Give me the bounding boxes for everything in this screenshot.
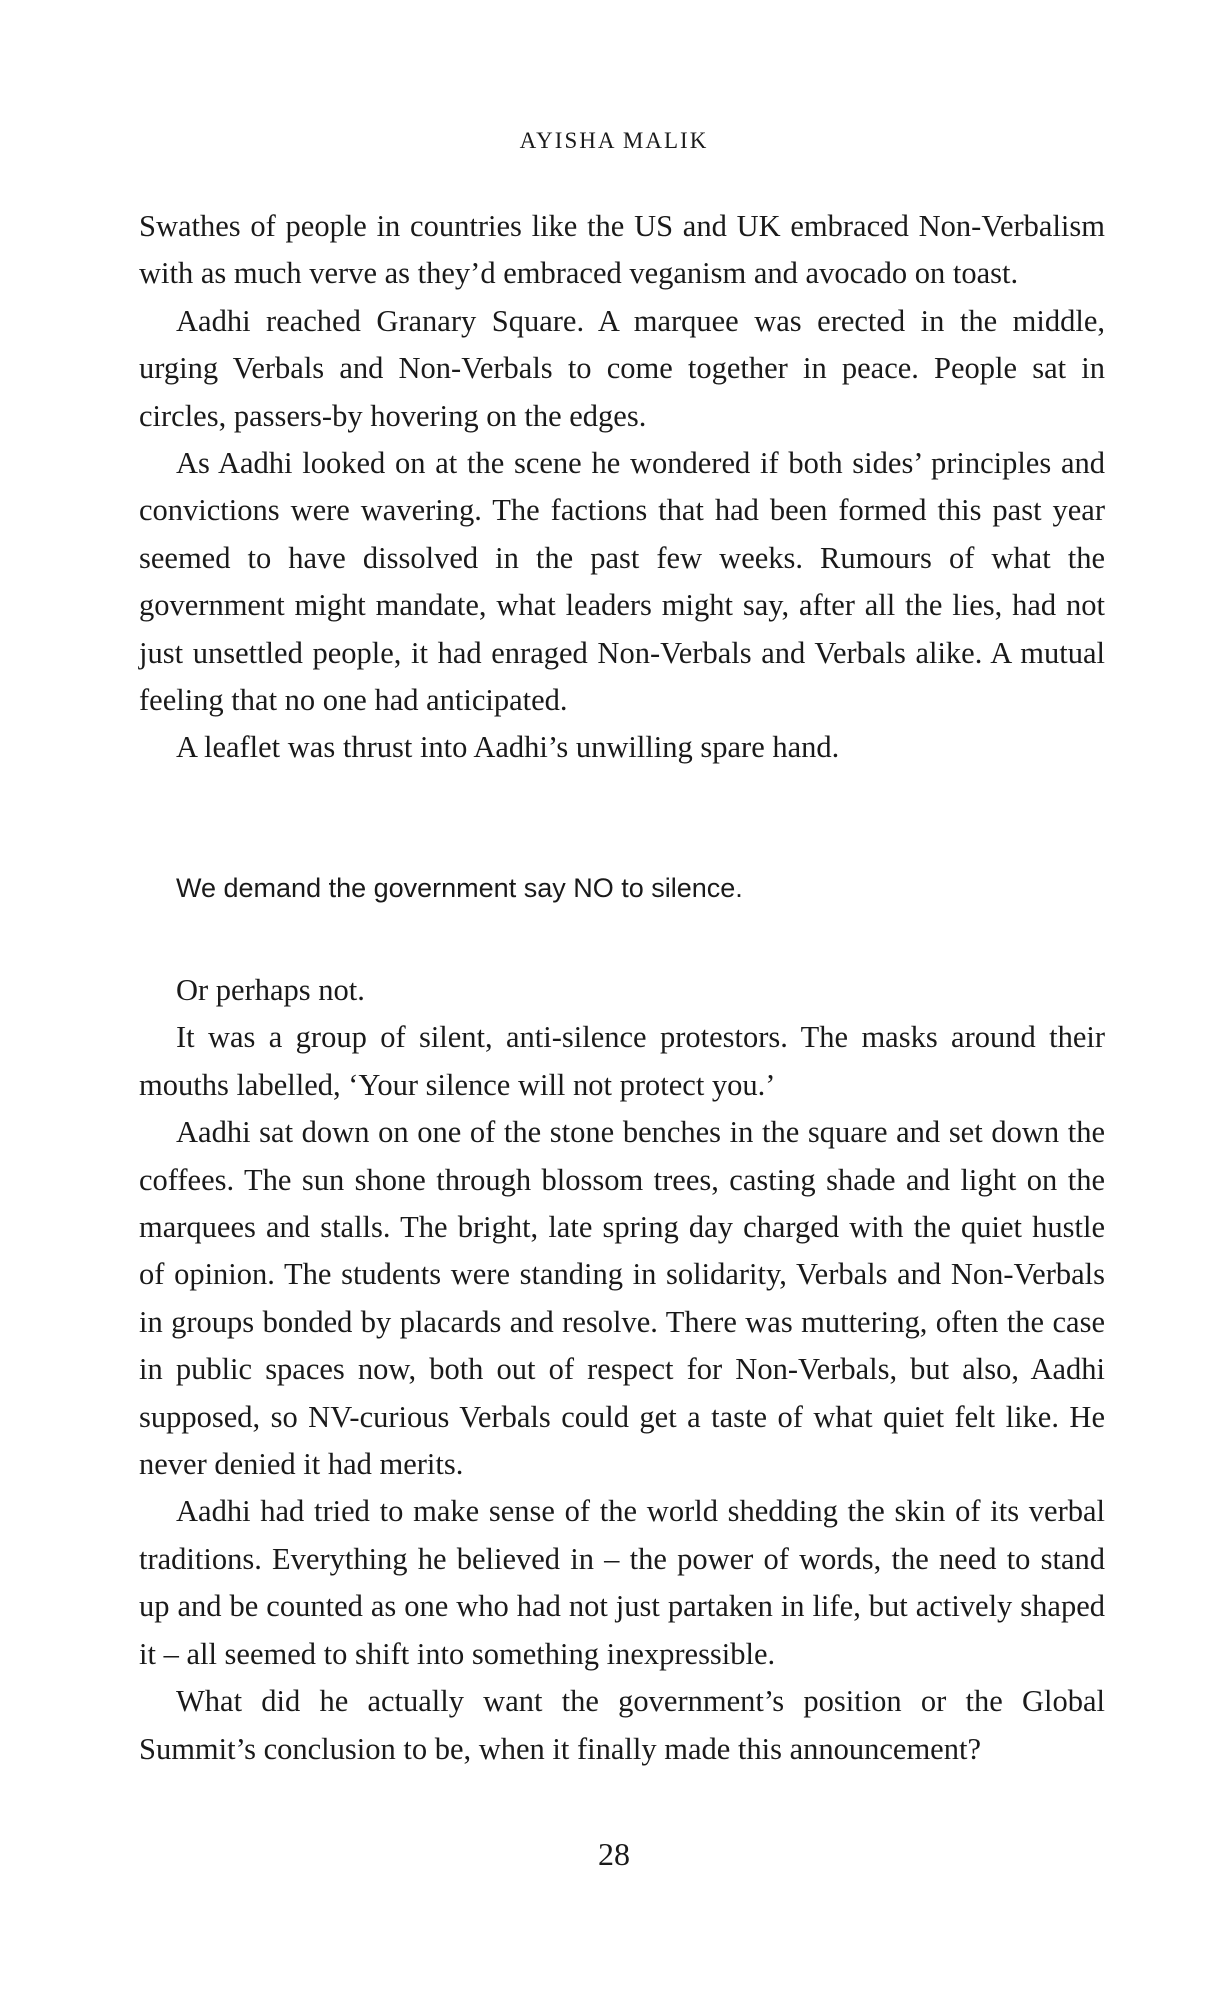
paragraph: As Aadhi looked on at the scene he wondered if both sides’ principles and convictions were wavering. The factions that had been formed this past year seemed to have dissolved in the past few weeks. Rumours of what the government might mandate, what leaders might say, after all the lies, had not just unsettled people, it had enraged Non-Verbals and Verbals alike. A mutual feeling that no one had anticipated. [139,446,1105,718]
paragraph: Or perhaps not. [176,973,365,1007]
paragraph: Swathes of people in countries like the US and UK embraced Non-Verbalism with as much verve as they’d embraced veganism and avocado on toast. [139,209,1105,291]
paragraph: Aadhi had tried to make sense of the world shedding the skin of its verbal traditions. Everything he believed in – the power of words, the need to stand up and be counted as one who had not just partaken in life, but actively shaped it – all seemed to shift into something inexpressible. [139,1494,1105,1671]
paragraph: It was a group of silent, anti-silence protestors. The masks around their mouths labelled, ‘Your silence will not protect you.’ [139,1020,1105,1102]
body-text-section-1 [139,203,1105,772]
paragraph: Aadhi sat down on one of the stone benches in the square and set down the coffees. The sun shone through blossom trees, casting shade and light on the marquees and stalls. The bright, late spring day charged with the quiet hustle of opinion. The students were standing in solidarity, Verbals and Non-Verbals in groups bonded by placards and resolve. There was muttering, often the case in public spaces now, both out of respect for Non-Verbals, but also, Aadhi supposed, so NV-curious Verbals could get a taste of what quiet felt like. He never denied it had merits. [139,1115,1105,1482]
paragraph: A leaflet was thrust into Aadhi’s unwilling spare hand. [176,730,840,765]
leaflet-text: We demand the government say NO to silence. [176,873,743,903]
running-head: AYISHA MALIK [519,128,709,153]
body-text-section-2 [139,967,1105,1773]
paragraph: Aadhi reached Granary Square. A marquee was erected in the middle, urging Verbals and Non-Verbals to come together in peace. People sat in circles, passers-by hovering on the edges. [139,303,1105,433]
paragraph: What did he actually want the government’s position or the Global Summit’s conclusion to be, when it finally made this announcement? [139,1684,1105,1766]
page-number: 28 [598,1836,630,1872]
